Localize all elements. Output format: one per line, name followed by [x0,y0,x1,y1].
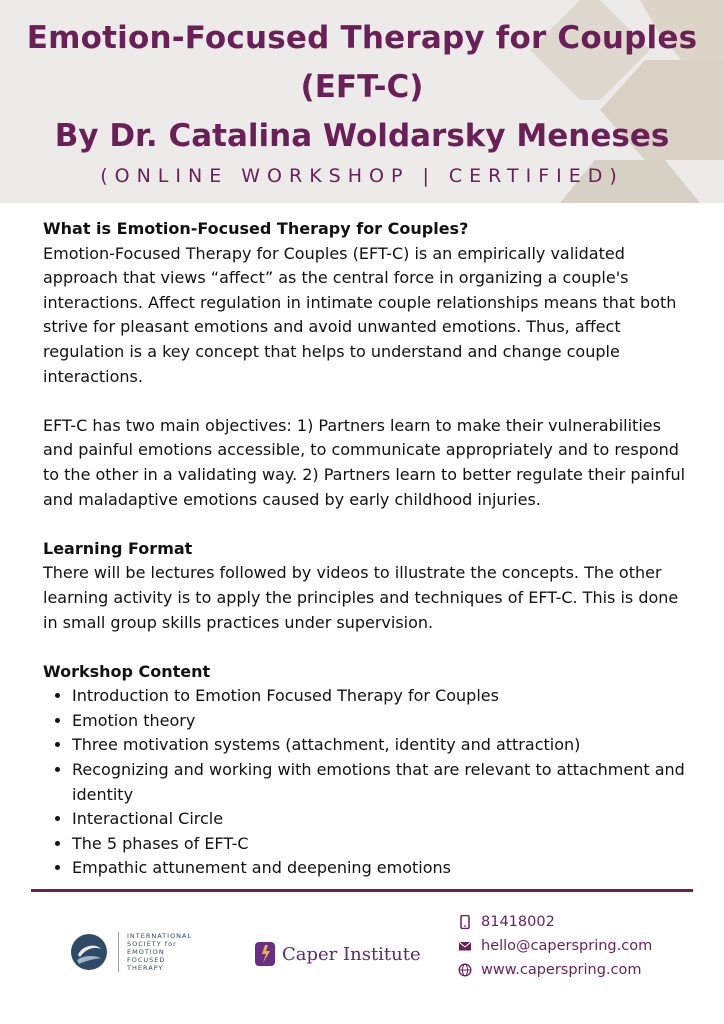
list-item: • Emotion theory [72,709,693,734]
website-url: www.caperspring.com [481,962,642,978]
isteft-wordmark: INTERNATIONAL SOCIETY for EMOTION FOCUSED THERAPY [118,932,192,972]
list-item: • Introduction to Emotion Focused Therapy for Couples [72,684,693,709]
list-item: • Interactional Circle [72,807,693,832]
main-content [43,217,693,881]
content-list [43,684,693,881]
contact-website[interactable] [458,958,652,982]
phone-icon [458,915,472,929]
contact-phone[interactable] [458,910,652,934]
content-heading: Workshop Content [43,661,211,681]
caper-institute-logo [254,940,421,968]
email-address: hello@caperspring.com [481,938,653,954]
phone-number: 81418002 [481,914,555,930]
title-line-1: Emotion-Focused Therapy for Couples [26,20,698,56]
what-paragraph-2: EFT-C has two main objectives: 1) Partners learn to make their vulnerabilities and painful emotions accessible, to communicate appropriately and to respond to the other in a validating way. 2) Partners learn to better regulate their painful and maladaptive emotions caused by early childhood injuries. [43,415,686,509]
header-banner [0,0,724,203]
format-paragraph: There will be lectures followed by videos to illustrate the concepts. The other learning activity is to apply the principles and techniques of EFT-C. This is done in small group skills practices under supervision. [43,563,679,632]
globe-icon [458,963,472,977]
contact-email[interactable] [458,934,652,958]
title-line-2: (EFT-C) [300,69,424,105]
footer-divider [31,889,693,892]
list-item: • Recognizing and working with emotions that are relevant to attachment and identity [72,758,693,807]
list-item: • The 5 phases of EFT-C [72,832,693,857]
what-heading: What is Emotion-Focused Therapy for Couples? [43,219,469,238]
format-heading: Learning Format [43,538,193,558]
list-item: • Three motivation systems (attachment, identity and attraction) [72,733,693,758]
isteft-logo [70,932,192,972]
subtitle: (ONLINE WORKSHOP | CERTIFIED) [100,165,624,187]
envelope-icon [458,939,472,953]
caper-emblem-icon [254,940,276,968]
isteft-emblem-icon [70,933,108,971]
list-item: • Empathic attunement and deepening emotions [72,856,693,881]
caper-wordmark: Caper Institute [282,943,421,965]
author-line: By Dr. Catalina Woldarsky Meneses [54,118,670,154]
contact-info [458,910,652,982]
what-paragraph-1: Emotion-Focused Therapy for Couples (EFT-C) is an empirically validated approach that views “affect” as the central force in organizing a couple's interactions. Affect regulation in intimate couple relationships means that both strive for pleasant emotions and avoid unwanted emotions. Thus, affect regulation is a key concept that helps to understand and change couple interactions. [43,243,677,386]
